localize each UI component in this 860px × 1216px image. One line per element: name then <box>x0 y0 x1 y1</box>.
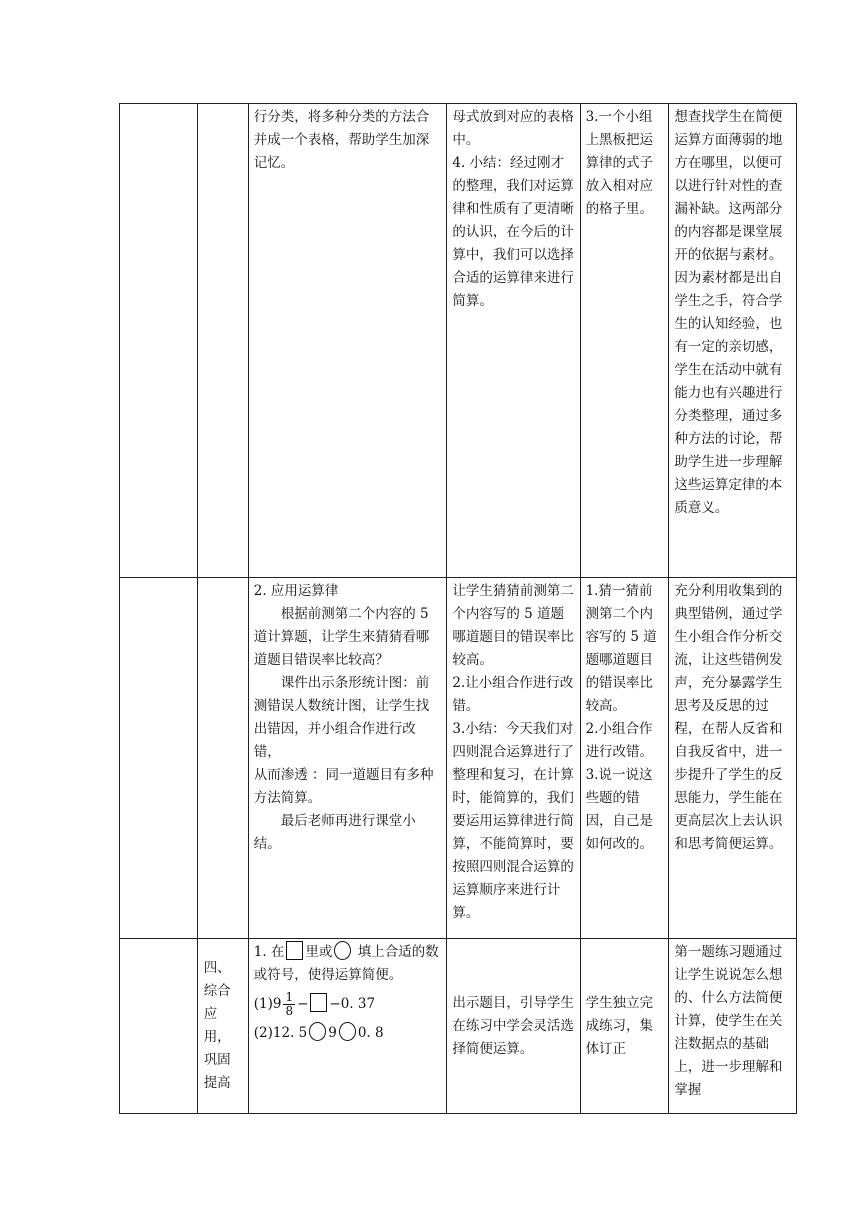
student-paragraph: 1.猜一猜前测第二个内容写的 5 道题哪道题目的错误率比较高。 <box>585 583 657 714</box>
content-paragraph: 行分类，将多种分类的方法合并成一个表格，帮助学生加深记忆。 <box>253 109 430 171</box>
square-blank-icon <box>310 993 327 1012</box>
table-row <box>120 939 797 1114</box>
teacher-paragraph: 出示题目，引导学生在练习中学会灵活选择简便运算。 <box>452 994 574 1057</box>
intent-paragraph: 充分利用收集到的典型错例，通过学生小组合作分析交流，让这些错例发声，充分暴露学生思考及反思的过程，在帮人反省和自我反省中，进一步提升了学生的反思能力，学生能在更高层次上去认识和思考简便运算。 <box>674 583 783 852</box>
exercise-intro: 1. 在 里或 填上合适的数或符号，使得运算简便。 <box>254 941 442 987</box>
stage-title: 四、综合应用，巩固提高 <box>203 960 231 1091</box>
exercise-expression-1: (1)9 $\frac{1}{8}$ − −0. 37 <box>253 990 376 1018</box>
circle-blank-icon <box>334 941 351 960</box>
blank-cell <box>120 104 198 578</box>
circle-blank-icon <box>309 1022 326 1041</box>
content-paragraph: 从而渗透 ：同一道题目有多种方法简算。 <box>253 767 434 806</box>
teacher-paragraph: 母式放到对应的表格中。 <box>452 109 574 148</box>
content-cell <box>248 939 447 1114</box>
square-blank-icon <box>286 941 303 960</box>
student-paragraph: 2.小组合作进行改错。 <box>585 721 654 760</box>
student-paragraph: 3.说一说这些题的错因，自己是如何改的。 <box>585 767 654 852</box>
stage-cell <box>197 104 248 578</box>
stage-cell <box>197 939 248 1114</box>
content-cell <box>248 578 447 939</box>
lesson-plan-table <box>119 103 797 1114</box>
blank-cell <box>120 578 198 939</box>
student-activity-cell <box>580 578 669 939</box>
content-title: 2. 应用运算律 <box>253 583 339 599</box>
teacher-paragraph: 让学生猜猜前测第二个内容写的 5 道题哪道题目的错误率比较高。 <box>452 583 574 668</box>
student-activity-cell <box>580 104 669 578</box>
teacher-paragraph: 3.小结：今天我们对四则混合运算进行了整理和复习，在计算时，能简算的，我们要运用运算律进行简算，不能简算时，要按照四则混合运算的运算顺序来进行计算。 <box>452 721 574 921</box>
teacher-activity-cell <box>447 578 580 939</box>
design-intent-cell <box>669 104 797 578</box>
student-activity-cell <box>580 939 669 1114</box>
teacher-activity-cell <box>447 939 580 1114</box>
teacher-paragraph: 2.让小组合作进行改错。 <box>452 675 574 714</box>
design-intent-cell <box>669 578 797 939</box>
circle-blank-icon <box>339 1022 356 1041</box>
content-cell <box>248 104 447 578</box>
content-paragraph: 课件出示条形统计图：前测错误人数统计图，让学生找出错因，并小组合作进行改错， <box>253 675 430 760</box>
blank-cell <box>120 939 198 1114</box>
exercise-expression-2: (2)12. 5 9 0. 8 <box>254 1022 442 1045</box>
teacher-activity-cell <box>447 104 580 578</box>
student-paragraph: 学生独立完成练习，集体订正 <box>585 994 654 1057</box>
student-paragraph: 3.一个小组上黑板把运算律的式子放入相对应的格子里。 <box>585 109 654 217</box>
intent-paragraph: 想查找学生在简便运算方面薄弱的地方在哪里，以便可以进行针对性的查漏补缺。这两部分的内容都是课堂展开的依据与素材。因为素材都是出自学生之手，符合学生的认知经验，也有一定的亲切感，学生在活动中就有能力也有兴趣进行分类整理，通过多种方法的讨论，帮助学生进一步理解这些运算定律的本质意义。 <box>674 109 783 516</box>
fraction: $\frac{1}{8}$ <box>285 990 294 1018</box>
stage-cell <box>197 578 248 939</box>
content-paragraph: 根据前测第二个内容的 5 道计算题，让学生来猜猜看哪道题目错误率比较高？ <box>253 606 430 668</box>
teacher-paragraph: 4. 小结：经过刚才的整理，我们对运算律和性质有了更清晰的认识，在今后的计算中，我们可以选择合适的运算律来进行简算。 <box>452 155 574 309</box>
intent-paragraph: 第一题练习题通过让学生说说怎么想的、什么方法简便计算，使学生在关注数据点的基础上，进一步理解和掌握 <box>674 944 783 1098</box>
design-intent-cell <box>669 939 797 1114</box>
table-row <box>120 578 797 939</box>
content-paragraph: 最后老师再进行课堂小结。 <box>253 813 416 852</box>
table-row <box>120 104 797 578</box>
